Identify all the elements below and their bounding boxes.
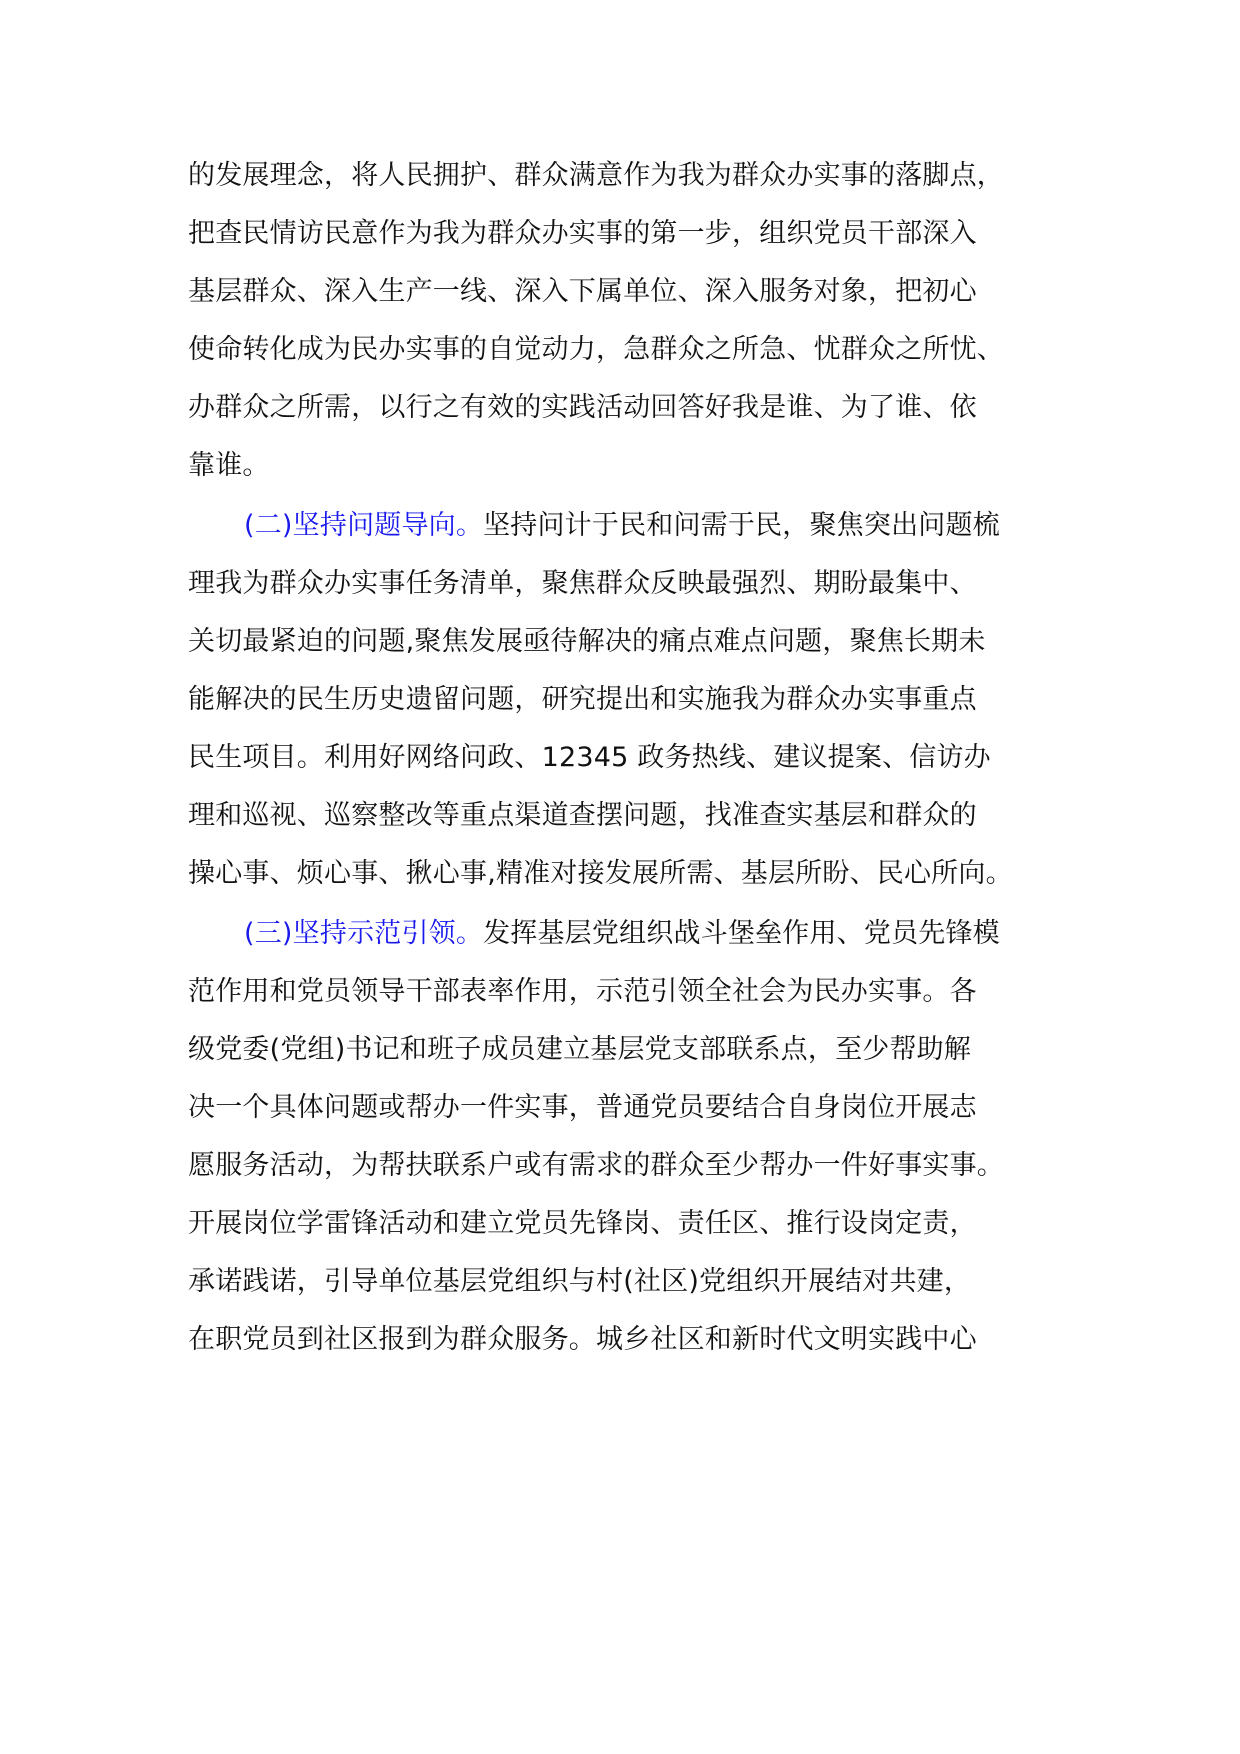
paragraph-3-line-5: 愿服务活动，为帮扶联系户或有需求的群众至少帮办一件好事实事。 [188,1150,1004,1181]
paragraph-3-line-1-text: 发挥基层党组织战斗堡垒作用、党员先锋模 [483,918,1000,949]
paragraph-3-line-2: 范作用和党员领导干部表率作用，示范引领全社会为民办实事。各 [188,976,977,1007]
paragraph-3-line-4: 决一个具体问题或帮办一件实事，普通党员要结合自身岗位开展志 [188,1092,977,1123]
paragraph-1-line-6: 靠谁。 [188,450,270,481]
paragraph-2-line-7: 操心事、烦心事、揪心事,精准对接发展所需、基层所盼、民心所向。 [188,858,1013,889]
paragraph-3-line-7: 承诺践诺，引导单位基层党组织与村(社区)党组织开展结对共建， [188,1266,972,1297]
paragraph-1-line-4: 使命转化成为民办实事的自觉动力，急群众之所急、忧群众之所忧、 [188,334,1004,365]
paragraph-2-line-4: 能解决的民生历史遗留问题，研究提出和实施我为群众办实事重点 [188,684,977,715]
paragraph-2-line-1-text: 坚持问计于民和问需于民，聚焦突出问题梳 [483,510,1000,541]
paragraph-3-line-3: 级党委(党组)书记和班子成员建立基层党支部联系点，至少帮助解 [188,1034,972,1065]
paragraph-3-first-line [244,914,1000,954]
section-heading-2: (二)坚持问题导向。 [244,510,484,541]
paragraph-1-line-5: 办群众之所需，以行之有效的实践活动回答好我是谁、为了谁、依 [188,392,977,423]
paragraph-2-first-line [244,506,1000,546]
paragraph-2-line-3: 关切最紧迫的问题,聚焦发展亟待解决的痛点难点问题，聚焦长期未 [188,626,986,657]
paragraph-1-line-3: 基层群众、深入生产一线、深入下属单位、深入服务对象，把初心 [188,276,977,307]
paragraph-2-line-5: 民生项目。利用好网络问政、12345 政务热线、建议提案、信访办 [188,742,991,773]
paragraph-2-line-6: 理和巡视、巡察整改等重点渠道查摆问题，找准查实基层和群众的 [188,800,977,831]
paragraph-2-line-2: 理我为群众办实事任务清单，聚焦群众反映最强烈、期盼最集中、 [188,568,977,599]
section-heading-3: (三)坚持示范引领。 [244,918,484,949]
paragraph-1-line-2: 把查民情访民意作为我为群众办实事的第一步，组织党员干部深入 [188,218,977,249]
paragraph-3-line-8: 在职党员到社区报到为群众服务。城乡社区和新时代文明实践中心 [188,1324,977,1355]
paragraph-3-line-6: 开展岗位学雷锋活动和建立党员先锋岗、责任区、推行设岗定责， [188,1208,977,1239]
paragraph-1-line-1: 的发展理念，将人民拥护、群众满意作为我为群众办实事的落脚点， [188,160,1004,191]
